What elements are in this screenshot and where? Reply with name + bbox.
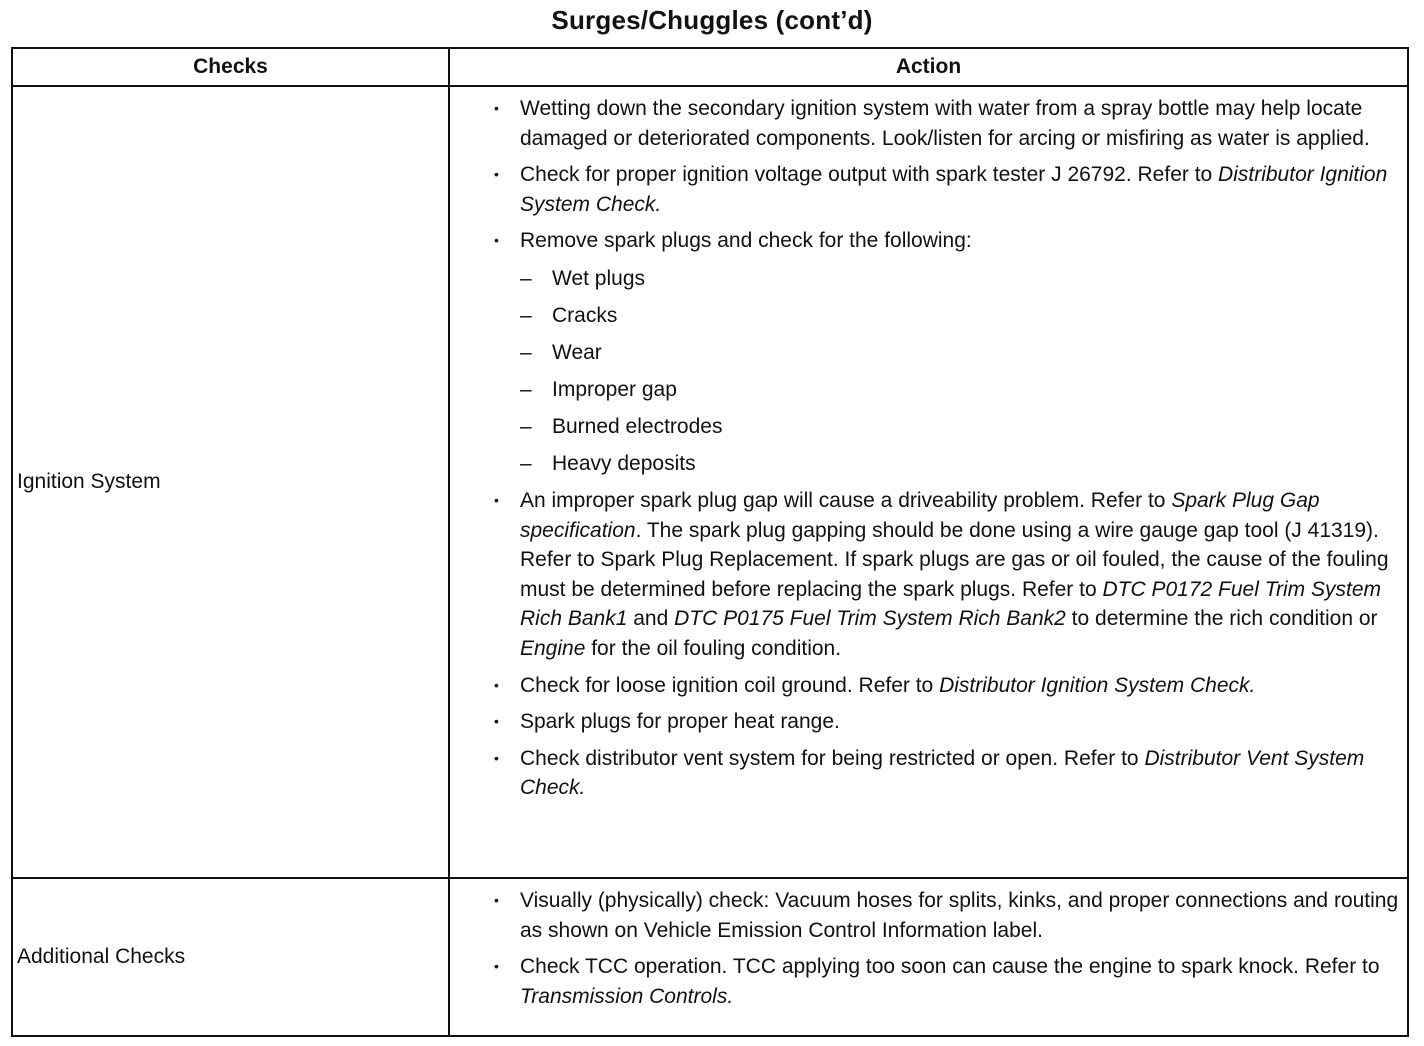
sub-list-item [520, 264, 1401, 294]
sub-item-text: Cracks [552, 304, 618, 328]
reference-link: Transmission Controls. [520, 984, 734, 1008]
action-text: Check for loose ignition coil ground. Refer to [520, 673, 940, 697]
table-row [12, 878, 1408, 1036]
reference-link: DTC P0172 Fuel Trim System Rich Bank1 [520, 577, 1381, 631]
header-checks: Checks [12, 48, 449, 86]
sub-item-text: Improper gap [552, 378, 677, 402]
check-additional-checks: Additional Checks [12, 878, 449, 1036]
page-title: Surges/Chuggles (cont’d) [551, 5, 873, 35]
reference-link: Distributor Ignition System Check. [520, 163, 1388, 216]
action-text: for the oil fouling condition. [585, 637, 842, 660]
action-text: and [627, 607, 675, 631]
action-text: . The spark plug gapping should be done using a wire gauge gap tool (J 41319). Refer to Spark Plug Replacement. If spark plugs are gas or oil fouled, the cause of the fouling must be determined before replacing the spark plugs. Refer to [520, 518, 1389, 601]
bullet-icon: • [494, 100, 499, 116]
list-item [450, 160, 1401, 219]
action-list [450, 879, 1407, 1017]
table-header-row [12, 48, 1408, 86]
sub-list-item [520, 301, 1401, 331]
check-ignition-system: Ignition System [12, 86, 449, 878]
sub-list-item [520, 338, 1401, 368]
sub-item-text: Wear [552, 341, 602, 365]
action-list [450, 87, 1407, 809]
list-item [450, 744, 1401, 803]
action-text: Check distributor vent system for being restricted or open. Refer to [520, 746, 1145, 770]
header-action: Action [449, 48, 1408, 86]
reference-link: Engine [520, 637, 586, 660]
bullet-icon: • [494, 713, 499, 730]
action-text: Check TCC operation. TCC applying too soon can cause the engine to spark knock. Refer to [520, 955, 1380, 979]
action-cell [449, 878, 1408, 1036]
action-text: An improper spark plug gap will cause a driveability problem. Refer to [520, 489, 1172, 513]
table-row [12, 86, 1408, 878]
list-item [450, 226, 1401, 479]
sub-list-item [520, 412, 1401, 442]
plug-condition-list [520, 264, 1401, 479]
bullet-icon: • [494, 892, 499, 908]
dash-icon: – [520, 266, 532, 290]
sub-item-text: Heavy deposits [552, 452, 696, 476]
action-text: Visually (physically) check: Vacuum hoses for splits, kinks, and proper connections and routing as shown on Vehicle Emission Control Information label. [520, 889, 1399, 942]
list-item [450, 671, 1401, 701]
dash-icon: – [520, 341, 532, 365]
reference-link: Distributor Vent System Check. [520, 746, 1365, 800]
reference-link: Spark Plug Gap specification [520, 489, 1320, 542]
sub-list-item [520, 449, 1401, 479]
bullet-icon: • [494, 958, 499, 975]
bullet-icon: • [494, 676, 499, 693]
action-text: Wetting down the secondary ignition system with water from a spray bottle may help locate damaged or deteriorated components. Look/listen for arcing or misfiring as water is applied. [520, 97, 1370, 150]
bullet-icon: • [494, 232, 499, 249]
dash-icon: – [520, 378, 532, 402]
action-cell [449, 86, 1408, 878]
list-item [450, 886, 1401, 945]
sub-list-item [520, 375, 1401, 405]
dash-icon: – [520, 415, 532, 439]
action-text: Spark plugs for proper heat range. [520, 710, 840, 734]
list-item [450, 952, 1401, 1011]
bullet-icon: • [494, 492, 499, 509]
bullet-icon: • [494, 166, 499, 183]
dash-icon: – [520, 304, 532, 328]
checks-table [11, 47, 1409, 1037]
sub-item-text: Wet plugs [552, 266, 645, 290]
reference-link: Distributor Ignition System Check. [939, 673, 1256, 697]
bullet-icon: • [494, 749, 499, 766]
reference-link: DTC P0175 Fuel Trim System Rich Bank2 [674, 607, 1066, 631]
sub-item-text: Burned electrodes [552, 415, 723, 439]
list-item [450, 707, 1401, 737]
action-text: to determine the rich condition or [1065, 607, 1378, 631]
list-item [450, 486, 1401, 664]
action-text: Check for proper ignition voltage output with spark tester J 26792. Refer to [520, 163, 1219, 187]
list-item [450, 94, 1401, 153]
action-text: Remove spark plugs and check for the following: [520, 229, 972, 253]
dash-icon: – [520, 452, 532, 476]
